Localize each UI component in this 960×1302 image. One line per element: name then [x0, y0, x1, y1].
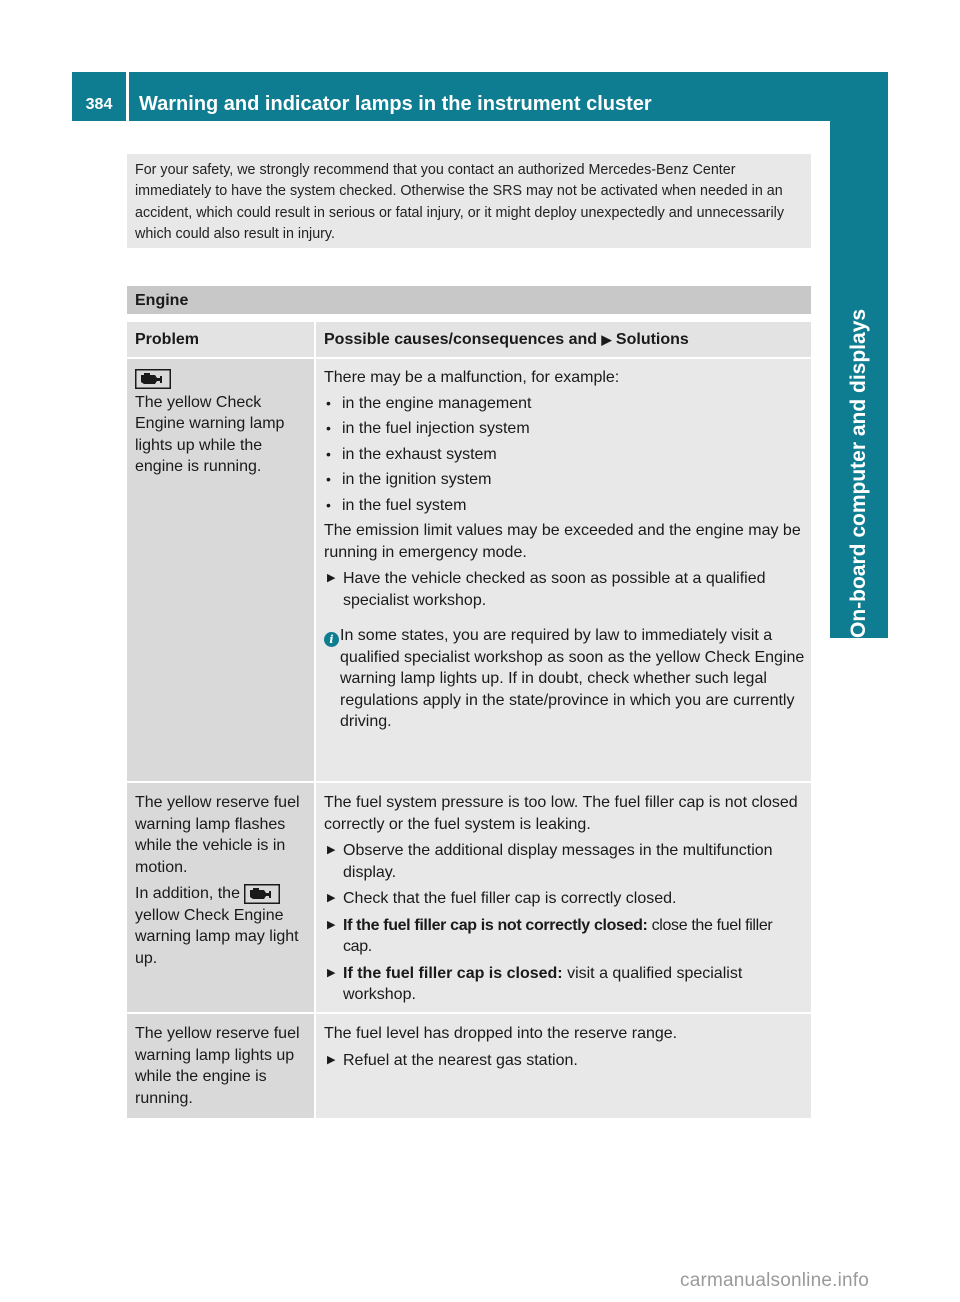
- bullet-icon: •: [326, 496, 331, 513]
- list-item: [324, 469, 805, 491]
- check-engine-icon: [135, 368, 308, 390]
- action-step: [324, 963, 805, 1006]
- table-row: [127, 1014, 811, 1118]
- list-item-text: in the engine management: [342, 394, 532, 412]
- problem-cell: [127, 783, 314, 1012]
- problem-cell: [127, 359, 314, 781]
- bullet-icon: •: [326, 471, 331, 487]
- problem-text: The yellow reserve fuel warning lamp lights up while the engine is running.: [135, 1025, 300, 1107]
- safety-note: For your safety, we strongly recommend that you contact an authorized Mercedes-Benz Center immediately to have the system checked. Otherwise the SRS may not be activated when needed in an accident, which could result in serious or fatal injury, or it might deploy unexpectedly and unnecessarily which could also result in injury.: [127, 154, 811, 248]
- page-number: 384: [85, 96, 113, 113]
- action-text: visit a qualified specialist workshop.: [343, 964, 743, 1003]
- side-tab-label: On-board computer and displays: [847, 308, 870, 638]
- cause-intro: There may be a malfunction, for example:: [324, 369, 620, 386]
- list-item-text: in the fuel injection system: [342, 420, 530, 437]
- action-arrow-icon: ▶: [327, 844, 336, 856]
- info-note: [324, 625, 805, 733]
- action-step: [324, 840, 805, 883]
- action-text: Check that the fuel filler cap is correctly closed.: [343, 890, 677, 907]
- problem-text: The yellow Check Engine warning lamp lights up while the engine is running.: [135, 393, 285, 475]
- list-item: [324, 495, 805, 517]
- header-divider: [126, 72, 129, 121]
- action-arrow-icon: ▶: [327, 572, 336, 584]
- problem-text: The yellow reserve fuel warning lamp flashes while the vehicle is in motion.: [135, 794, 300, 876]
- problem-extra-text: In addition, the: [135, 885, 240, 902]
- solution-cell: [316, 359, 811, 781]
- action-arrow-icon: ▶: [327, 966, 336, 979]
- bullet-icon: •: [326, 394, 331, 411]
- action-step: [324, 568, 805, 611]
- table-row: [127, 783, 811, 1012]
- watermark: carmanualsonline.info: [680, 1270, 870, 1291]
- list-item: [324, 418, 805, 440]
- solution-cell: [316, 783, 811, 1012]
- table-header-row: [127, 322, 811, 357]
- action-text: close the fuel filler cap.: [343, 916, 773, 955]
- problem-cell: [127, 1014, 314, 1118]
- list-item: [324, 444, 805, 466]
- cause-intro: The fuel level has dropped into the reserve range.: [324, 1025, 678, 1042]
- action-text: Have the vehicle checked as soon as possible at a qualified specialist workshop.: [343, 570, 766, 609]
- consequence-text: The emission limit values may be exceeded and the engine may be running in emergency mode.: [324, 522, 801, 561]
- page-title: Warning and indicator lamps in the instrument cluster: [139, 93, 652, 115]
- action-arrow-icon: ▶: [601, 332, 612, 347]
- action-arrow-icon: ▶: [327, 1053, 336, 1066]
- action-step: [324, 888, 805, 910]
- section-title: Engine: [127, 286, 811, 314]
- column-header-solutions-text: Possible causes/consequences and: [324, 331, 598, 348]
- check-engine-icon: [244, 884, 280, 904]
- bullet-icon: •: [326, 445, 331, 462]
- action-step: [324, 915, 805, 958]
- action-text: Observe the additional display messages in the multifunction display.: [343, 842, 773, 881]
- list-item: [324, 393, 805, 415]
- list-item-text: in the ignition system: [342, 471, 492, 488]
- column-header-solutions: [316, 322, 811, 357]
- cause-intro: The fuel system pressure is too low. The fuel filler cap is not closed correctly or the fuel system is leaking.: [324, 794, 798, 833]
- action-arrow-icon: ▶: [327, 918, 336, 931]
- bullet-icon: •: [326, 420, 331, 436]
- info-text: In some states, you are required by law to immediately visit a qualified specialist workshop as soon as the yellow Check Engine warning lamp lights up. If in doubt, check whether such legal regulations apply in the state/province in which you are currently driving.: [340, 627, 805, 730]
- action-condition: If the fuel filler cap is not correctly closed:: [343, 916, 648, 934]
- table-row: [127, 359, 811, 781]
- problem-extra-text-2: yellow Check Engine warning lamp may light up.: [135, 906, 299, 967]
- column-header-solutions-suffix: Solutions: [615, 331, 689, 348]
- list-item-text: in the fuel system: [342, 496, 467, 514]
- action-text: Refuel at the nearest gas station.: [343, 1051, 578, 1069]
- info-icon: i: [324, 632, 339, 647]
- action-arrow-icon: ▶: [327, 892, 336, 904]
- solution-cell: [316, 1014, 811, 1118]
- column-header-problem: Problem: [127, 322, 314, 357]
- action-condition: If the fuel filler cap is closed:: [343, 964, 563, 982]
- list-item-text: in the exhaust system: [342, 445, 497, 463]
- problem-extra: [135, 883, 308, 969]
- action-step: [324, 1050, 805, 1072]
- engine-table: [127, 322, 811, 1118]
